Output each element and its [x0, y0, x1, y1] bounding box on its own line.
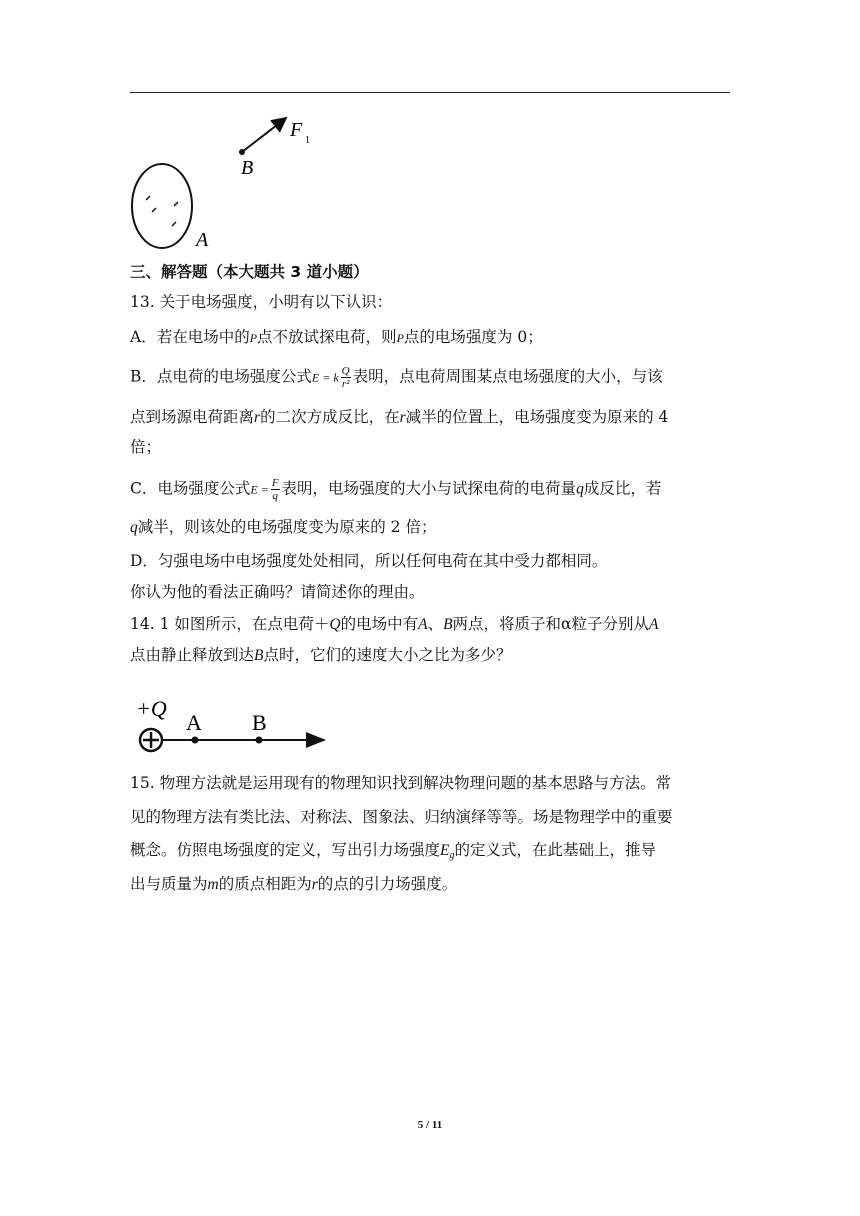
q13-ask: 你认为他的看法正确吗？请简述你的理由。: [130, 583, 425, 601]
point-b-label: B: [252, 710, 267, 735]
q15-line1: 15. 物理方法就是运用现有的物理知识找到解决物理问题的基本思路与方法。常: [130, 774, 672, 792]
q15-line2: 见的物理方法有类比法、对称法、图象法、归纳演绎等等。场是物理学中的重要: [130, 808, 673, 826]
charged-sphere: [132, 164, 192, 248]
force-subscript: 1: [305, 135, 310, 146]
charge-mark: [172, 222, 176, 226]
charge-label: +Q: [136, 696, 167, 721]
q13-option-c: C．电场强度公式E = $\frac{F}{q}$ 表明，电场强度的大小与试探电荷的电荷量q成反比，若: [130, 477, 662, 502]
q13-option-b-end: 倍；: [130, 438, 162, 456]
q15-line3: 概念。仿照电场强度的定义，写出引力场强度$E_g$的定义式，在此基础上，推导: [130, 841, 656, 861]
page-number: 5 / 11: [417, 1119, 443, 1131]
force-diagram: [128, 108, 338, 258]
q13-intro: 13. 关于电场强度，小明有以下认识：: [130, 293, 393, 311]
force-label: F: [290, 119, 303, 141]
point-a-dot: [192, 737, 199, 744]
header-rule: [130, 92, 730, 93]
q13-option-a: A．若在电场中的P点不放试探电荷，则P点的电场强度为 0；: [130, 328, 543, 346]
charge-mark: [146, 196, 150, 200]
q13-option-b-cont: 点到场源电荷距离r的二次方成反比，在r减半的位置上，电场强度变为原来的 4: [130, 408, 669, 426]
charge-mark: [152, 208, 156, 212]
section-heading: 三、解答题（本大题共 3 道小题）: [130, 263, 369, 281]
point-a-label: A: [186, 710, 202, 735]
q14-line1: 14. 1 如图所示，在点电荷＋Q的电场中有A、B两点，将质子和α粒子分别从A: [130, 615, 659, 633]
fraction: $\frac{F}{q}$: [271, 477, 279, 502]
q13-option-c-cont: q减半，则该处的电场强度变为原来的 2 倍；: [130, 518, 437, 536]
formula-lhs: E =: [250, 482, 269, 497]
point-b-label: B: [241, 157, 254, 179]
charge-mark: [174, 202, 178, 206]
q13-option-d: D．匀强电场中电场强度处处相同，所以任何电荷在其中受力都相同。: [130, 552, 608, 570]
point-b-dot: [239, 149, 245, 155]
q15-line4: 出与质量为m的质点相距为r的点的引力场强度。: [130, 875, 458, 893]
field-line-diagram: [132, 694, 332, 754]
point-b-dot: [256, 737, 263, 744]
force-arrow: [242, 118, 286, 152]
formula-lhs: E = k: [311, 370, 339, 385]
q14-line2: 点由静止释放到达B点时，它们的速度大小之比为多少？: [130, 646, 512, 664]
q13-option-b: B．点电荷的电场强度公式E = k $\frac{Q}{\text{r²}}$ 表明，点电荷周围某点电场强度的大小，与该: [130, 365, 663, 390]
sphere-label: A: [196, 229, 209, 251]
fraction: $\frac{Q}{\text{r²}}$: [341, 365, 350, 390]
